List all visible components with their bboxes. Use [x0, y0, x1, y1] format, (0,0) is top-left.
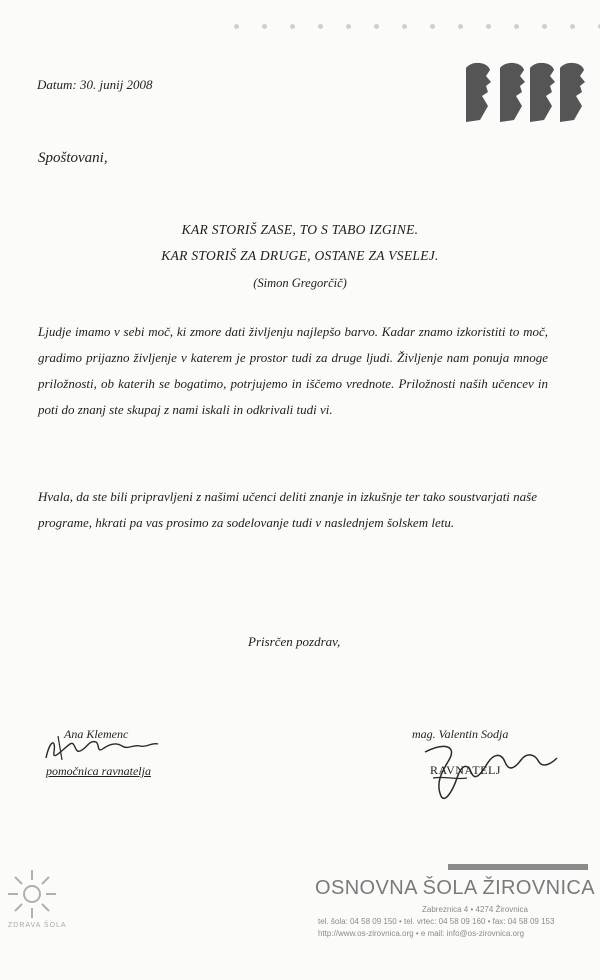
- closing-phrase: Prisrčen pozdrav,: [248, 634, 341, 649]
- body-paragraph-2: Hvala, da ste bili pripravljeni z našimi učenci deliti znanje in izkušnje ter tako soustvarjati naše programe, hkrati pa vas prosimo za sodelovanje tudi v naslednjem šolskem letu.: [38, 489, 538, 530]
- school-name: OSNOVNA ŠOLA ŽIROVNICA: [315, 877, 595, 899]
- left-signatory-role: pomočnica ravnatelja: [46, 764, 151, 778]
- punch-dots: [234, 24, 600, 29]
- school-web-email: http://www.os-zirovnica.org • e mail: info@os-zirovnica.org: [318, 929, 525, 938]
- footer-rule: [448, 864, 588, 870]
- left-signatory-name: Ana Klemenc: [64, 727, 129, 741]
- school-contact-phones: tel. šola: 04 58 09 150 • tel. vrtec: 04 58 09 160 • fax: 04 58 09 153: [318, 917, 555, 926]
- right-signatory-role: RAVNATELJ: [430, 763, 501, 777]
- sun-logo-icon: [4, 866, 60, 922]
- letter-greeting: Spoštovani,: [38, 150, 108, 166]
- silhouette-profiles-logo-icon: [462, 60, 586, 131]
- left-handwritten-signature: [36, 730, 166, 766]
- motto-line-1: KAR STORIŠ ZASE, TO S TABO IZGINE.: [181, 222, 419, 237]
- motto-author: (Simon Gregorčič): [253, 276, 347, 290]
- body-paragraph-1: Ljudje imamo v sebi moč, ki zmore dati življenju najlepšo barvo. Kadar znamo izkoristiti to moč, gradimo prijazno življenje v katerem je prostor tudi za druge ljudi. Življenje nam ponuja mnoge priložnosti, ob katerih se bogatimo, potrjujemo in iščemo vrednote. Priložnosti naših učencev in poti do znanj ste skupaj z nami iskali in odkrivali tudi vi.: [38, 324, 548, 417]
- letter-date: Datum: 30. junij 2008: [37, 77, 153, 92]
- footer-logo-text: ZDRAVA ŠOLA: [8, 922, 67, 929]
- motto-line-2: KAR STORIŠ ZA DRUGE, OSTANE ZA VSELEJ.: [161, 248, 439, 263]
- right-signatory-name: mag. Valentin Sodja: [412, 727, 509, 741]
- school-address: Zabreznica 4 • 4274 Žirovnica: [422, 905, 528, 914]
